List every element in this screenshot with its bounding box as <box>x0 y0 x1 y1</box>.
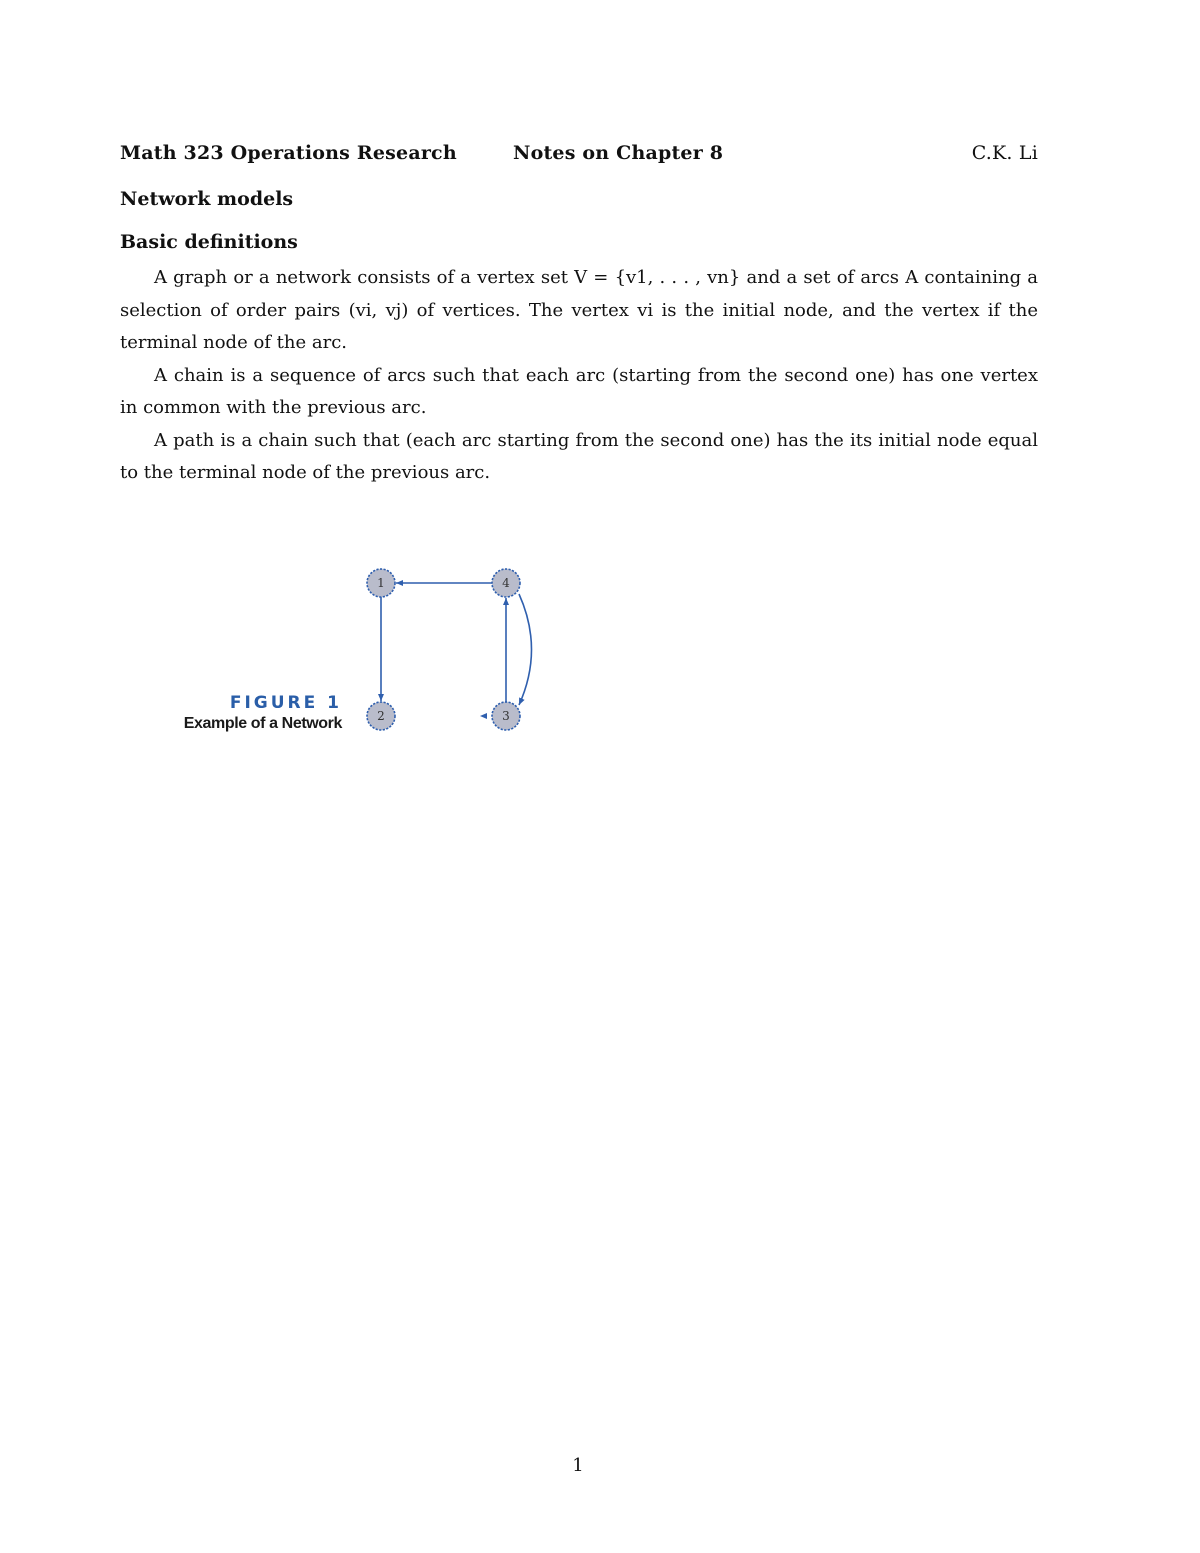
node-label: 4 <box>502 576 510 590</box>
node-group <box>367 569 520 730</box>
arrowhead-mark <box>480 713 487 719</box>
node-4 <box>492 569 520 597</box>
section-heading-network-models: Network models <box>120 188 294 210</box>
chapter-title: Notes on Chapter 8 <box>513 142 724 164</box>
figure-label: FIGURE 1 <box>229 693 342 713</box>
paragraph-path-definition: A path is a chain such that (each arc starting from the second one) has the its initial node equal to the terminal node of the previous arc. <box>120 429 1038 483</box>
body-text <box>120 262 1038 490</box>
node-label: 2 <box>377 709 385 723</box>
node-2 <box>367 702 395 730</box>
node-label: 3 <box>502 709 510 723</box>
section-heading-basic-definitions: Basic definitions <box>120 231 298 253</box>
author-name: C.K. Li <box>971 142 1038 164</box>
course-title: Math 323 Operations Research <box>120 142 457 164</box>
figure-title: Example of a Network <box>183 715 342 732</box>
page-header <box>120 142 1038 172</box>
paragraph-graph-definition: A graph or a network consists of a vertex set V = {v1, . . . , vn} and a set of arcs A containing a selection of order pairs (vi, vj) of vertices. The vertex vi is the initial node, and the vertex if the terminal node of the arc. <box>120 267 1038 353</box>
paragraph-chain-definition: A chain is a sequence of arcs such that each arc (starting from the second one) has one vertex in common with the previous arc. <box>120 364 1038 418</box>
node-3 <box>492 702 520 730</box>
figure-caption <box>150 693 342 733</box>
page-number: 1 <box>572 1455 584 1476</box>
node-1 <box>367 569 395 597</box>
arc-group <box>381 583 532 719</box>
arc-4-to-3 <box>519 594 532 705</box>
node-label: 1 <box>377 576 385 590</box>
